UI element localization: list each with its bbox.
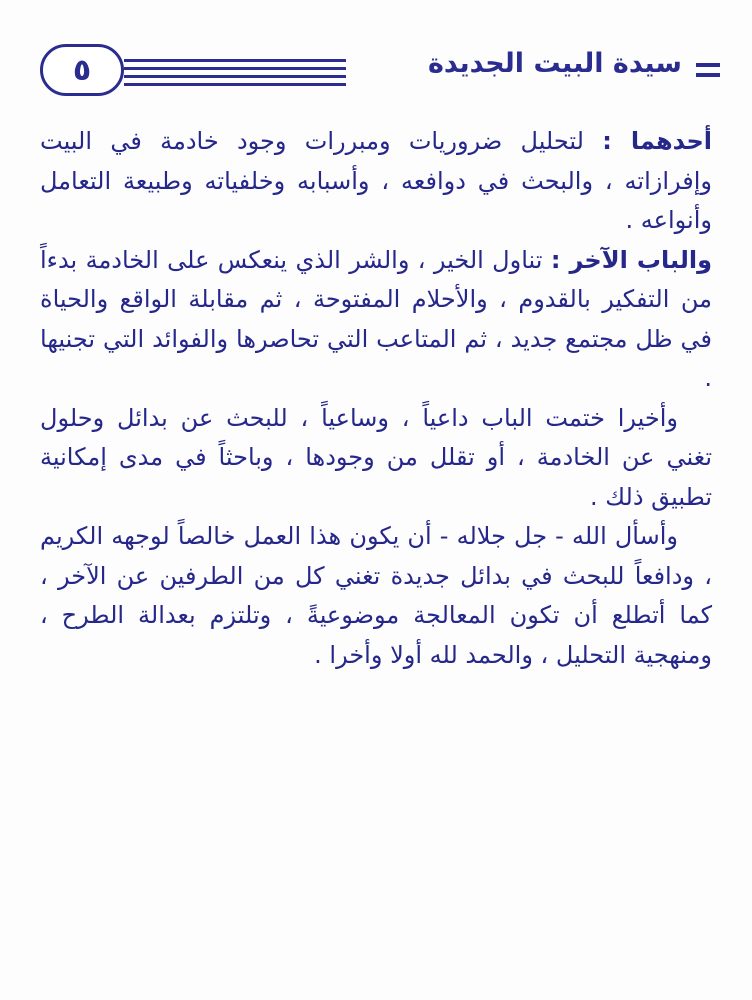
paragraph-lead: والباب الآخر :	[550, 245, 712, 274]
page-header	[40, 40, 720, 100]
paragraph-text: تناول الخير ، والشر الذي ينعكس على الخادمة بدءاً من التفكير بالقدوم ، والأحلام المفتوحة ، ثم مقابلة الواقع والحياة في ظل مجتمع جديد ، ثم المتاعب التي تحاصرها والفوائد التي تجنيها .	[40, 245, 712, 392]
header-rule-line	[124, 67, 346, 70]
header-dash	[696, 63, 720, 67]
header-dash	[696, 73, 720, 77]
paragraph-other-section	[40, 241, 712, 399]
page-number-badge	[40, 44, 124, 96]
page-body	[40, 122, 712, 675]
paragraph-lead: أحدهما :	[602, 127, 712, 155]
header-rule-line	[124, 59, 346, 62]
page-number: ٥	[72, 52, 92, 88]
header-rule-line	[124, 75, 346, 78]
paragraph-closing-prayer	[40, 517, 712, 675]
paragraph-text: لتحليل ضروريات ومبررات وجود خادمة في البيت وإفرازاته ، والبحث في دوافعه ، وأسبابه وخلفياته وطبيعة التعامل وأنواعه .	[40, 127, 712, 234]
paragraph-first-section	[40, 122, 712, 241]
paragraph-text: وأسأل الله - جل جلاله - أن يكون هذا العمل خالصاً لوجهه الكريم ، ودافعاً للبحث في بدائل جديدة تغني كل من الطرفين عن الآخر ، كما أتطلع أن تكون المعالجة موضوعيةً ، وتلتزم بعدالة الطرح ، ومنهجية التحليل ، والحمد لله أولا وأخرا .	[40, 522, 712, 669]
header-rule-line	[124, 83, 346, 86]
paragraph-conclusion	[40, 399, 712, 518]
paragraph-text: وأخيرا ختمت الباب داعياً ، وساعياً ، للبحث عن بدائل وحلول تغني عن الخادمة ، أو تقلل من وجودها ، وباحثاً في مدى إمكانية تطبيق ذلك .	[40, 403, 712, 511]
running-title: سيدة البيت الجديدة	[427, 48, 682, 79]
